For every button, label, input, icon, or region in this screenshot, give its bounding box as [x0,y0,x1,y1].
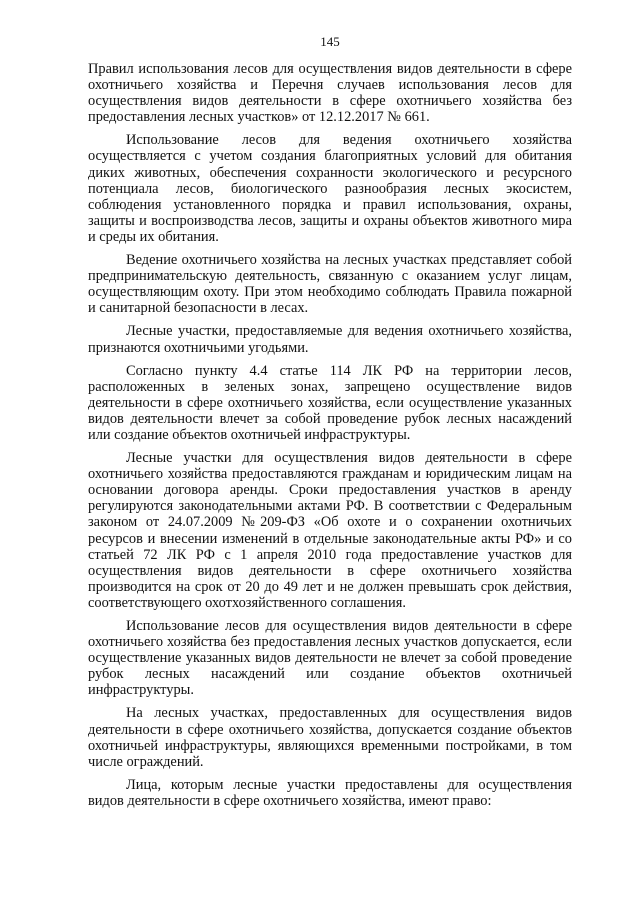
paragraph-lessee-rights: Лица, которым лесные участки предоставлены для осуществления видов деятельности в сфере охотничьего хозяйства, имеют право: [88,776,572,809]
page-number: 145 [320,34,340,49]
paragraph-continuation: Правил использования лесов для осуществления видов деятельности в сфере охотничьего хозяйства и Перечня случаев использования лесов для осуществления видов деятельности в сфере охотничьего хозяйства без предоставления лесных участков» от 12.12.2017 № 661. [88,61,572,126]
paragraph-hunting-business: Ведение охотничьего хозяйства на лесных участках представляет собой предпринимательскую деятельность, связанную с оказанием услуг лицам, осуществляющим охоту. При этом необходимо соблюдать Правила пожарной и санитарной безопасности в лесах. [88,252,572,317]
paragraph-temporary-structures: На лесных участках, предоставленных для осуществления видов деятельности в сфере охотничьего хозяйства, допускается создание объектов охотничьей инфраструктуры, являющихся временными постройками, в том числе ограждений. [88,705,572,770]
paragraph-green-zones-ban: Согласно пункту 4.4 статье 114 ЛК РФ на территории лесов, расположенных в зеленых зонах, запрещено осуществление видов деятельности в сфере охотничьего хозяйства, если осуществление указанных видов деятельности влечет за собой проведение рубок лесных насаждений или создание объектов охотничьей инфраструктуры. [88,362,572,443]
paragraph-lease-terms: Лесные участки для осуществления видов деятельности в сфере охотничьего хозяйства предоставляются гражданам и юридическим лицам на основании договора аренды. Сроки предоставления участков в аренду регулируются законодательными актами РФ. В соответствии с Федеральным законом от 24.07.2009 №209-ФЗ «Об охоте и о сохранении охотничьих ресурсов и внесении изменений в отдельные законодательные акты РФ» и со статьей 72 ЛК РФ с 1 апреля 2010 года предоставление участков для осуществления видов деятельности в сфере охотничьего хозяйства производится на срок от 20 до 49 лет и не должен превышать срок действия, соответствующего охотхозяйственного соглашения. [88,450,572,611]
paragraph-hunting-grounds: Лесные участки, предоставляемые для ведения охотничьего хозяйства, признаются охотничьими угодьями. [88,323,572,356]
paragraph-use-without-lease: Использование лесов для осуществления видов деятельности в сфере охотничьего хозяйства без предоставления лесных участков допускается, если осуществление указанных видов деятельности не влечет за собой проведение рубок лесных насаждений или создание объектов охотничьей инфраструктуры. [88,618,572,699]
paragraph-forest-use-conditions: Использование лесов для ведения охотничьего хозяйства осуществляется с учетом создания благоприятных условий для обитания диких животных, обеспечения сохранности экологического и ресурсного потенциала лесов, биологического разнообразия лесных экосистем, соблюдения установленного порядка и правил использования, охраны, защиты и воспроизводства лесов, защиты и охраны объектов животного мира и среды их обитания. [88,132,572,245]
document-body [88,61,572,809]
document-page [88,0,572,905]
